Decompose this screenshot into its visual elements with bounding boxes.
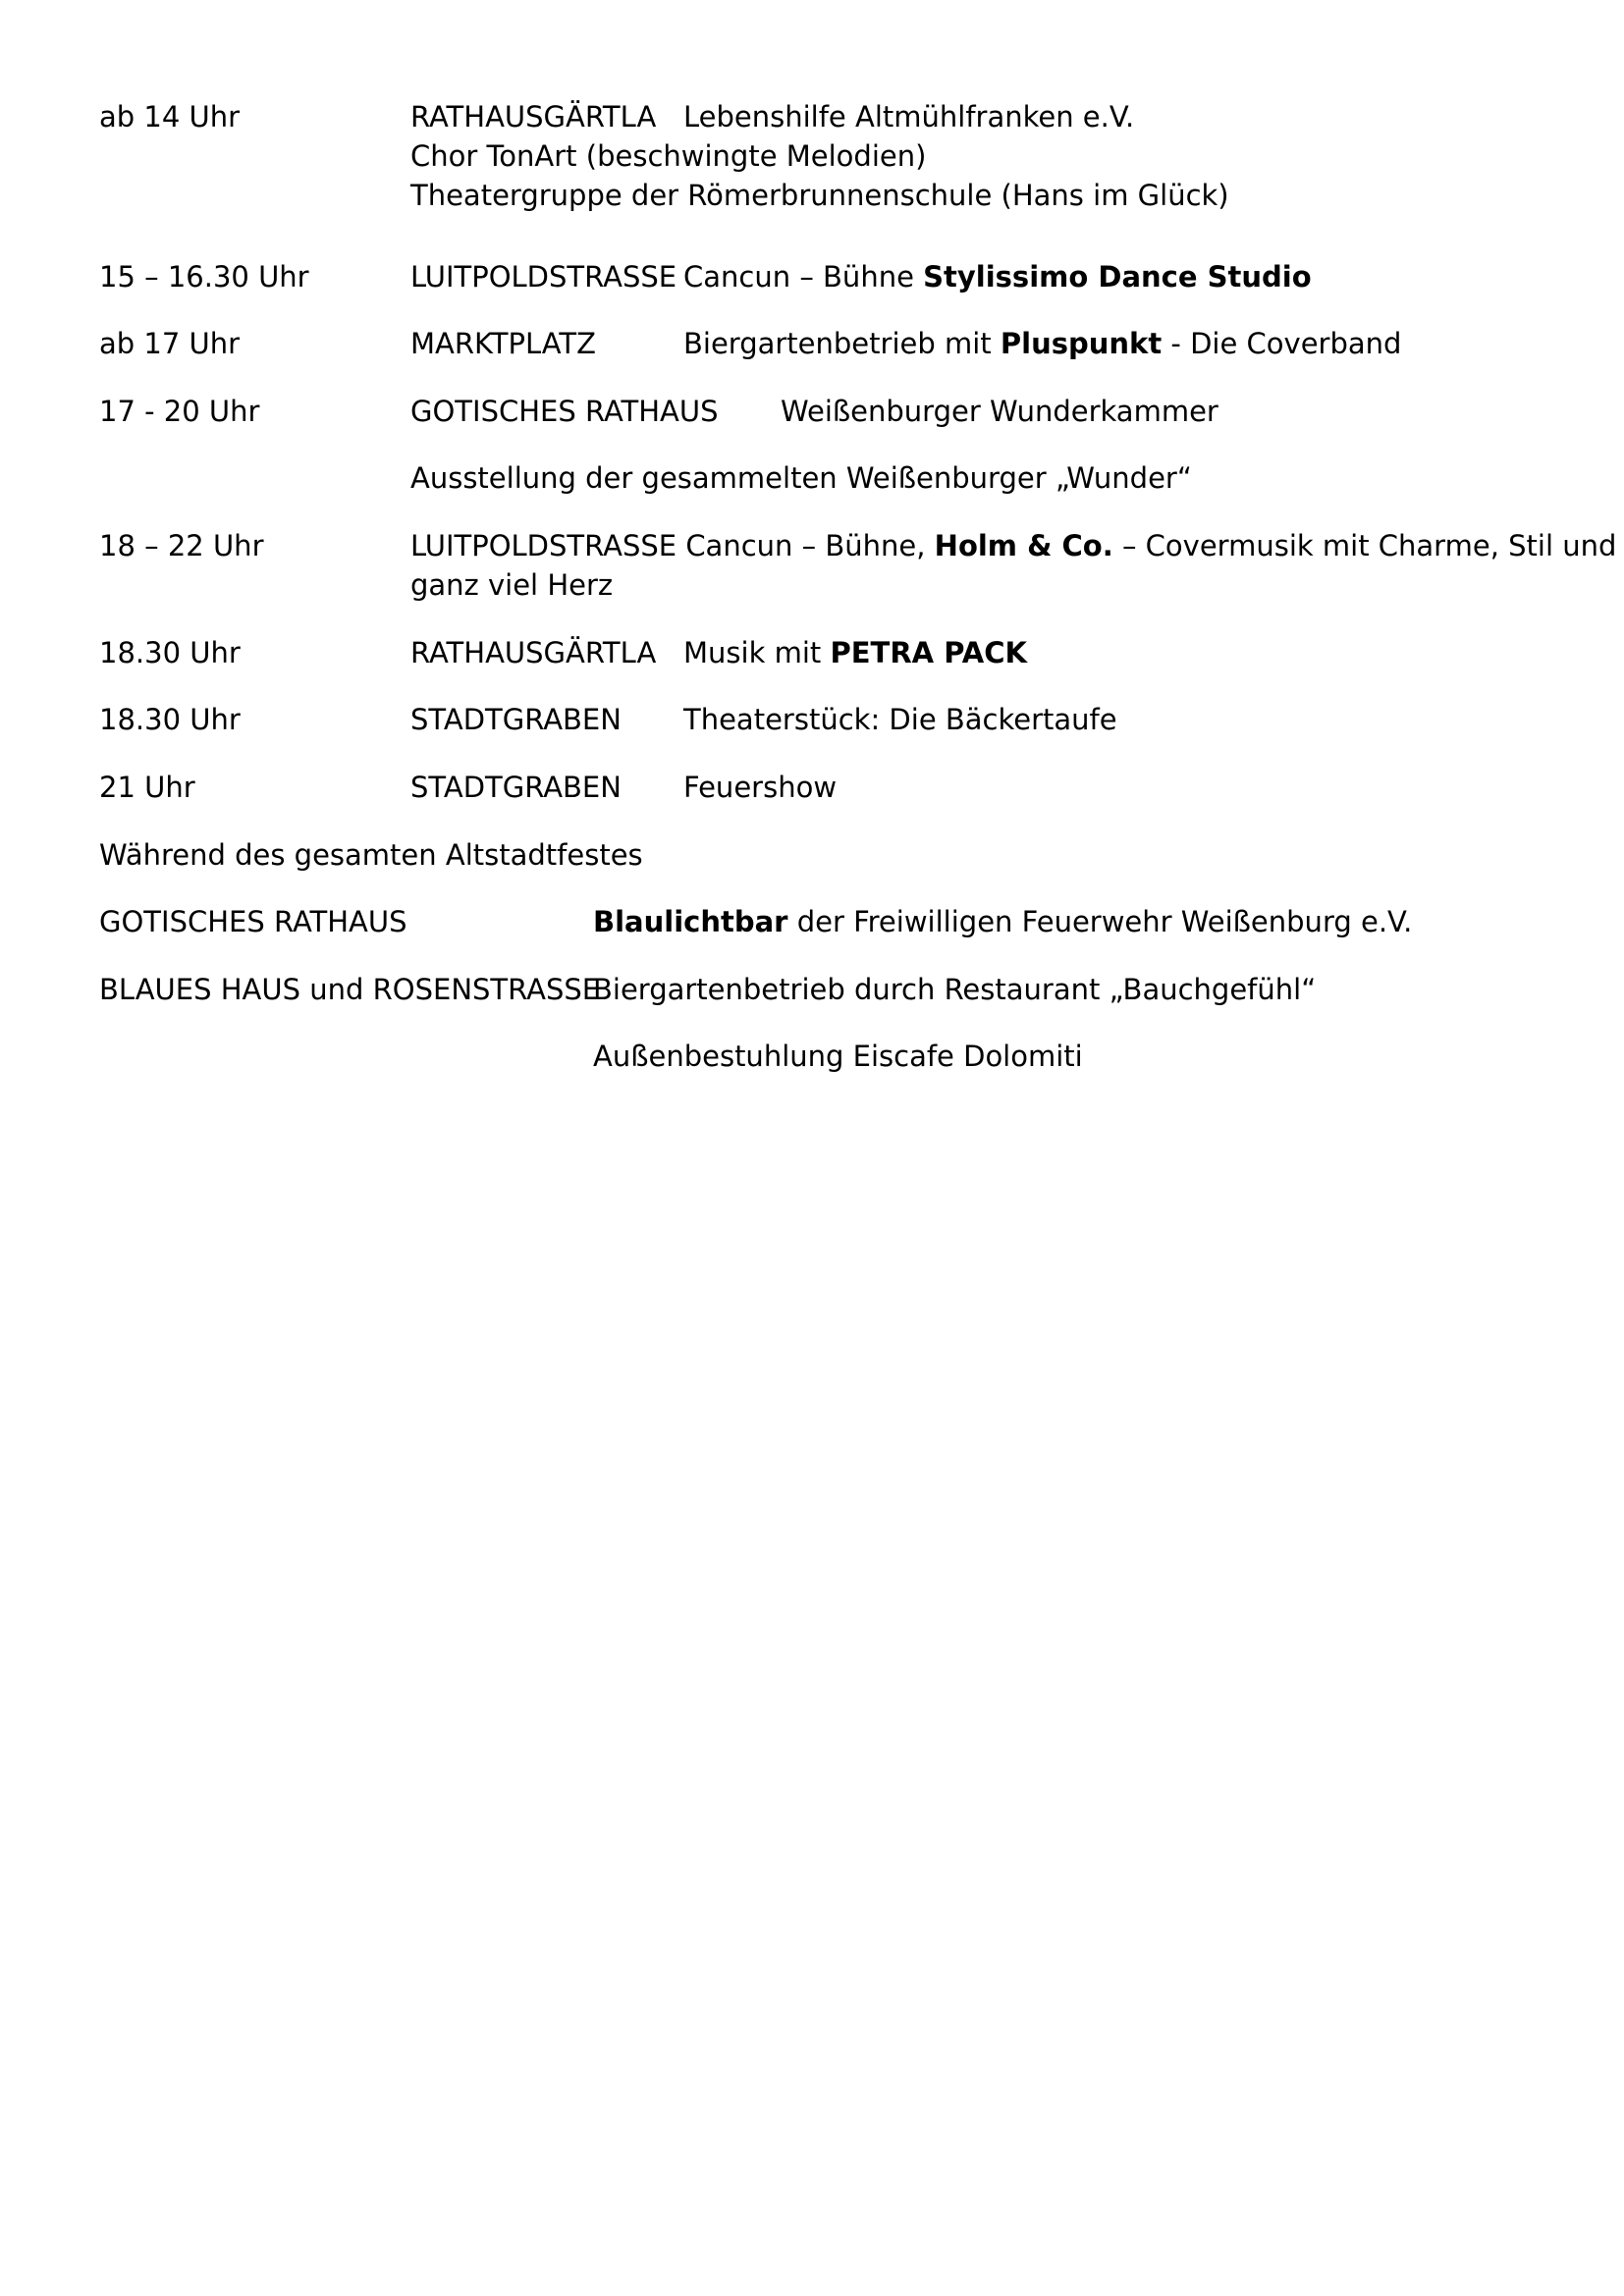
event-text: der Freiwilligen Feuerwehr Weißenburg e.V.: [796, 905, 1413, 938]
event-description: Lebenshilfe Altmühlfranken e.V.: [683, 100, 1135, 133]
event-description: [683, 257, 1312, 296]
time-label: 18 – 22 Uhr: [99, 529, 264, 562]
event-text: - Die Coverband: [1170, 327, 1402, 360]
section-heading: Während des gesamten Altstadtfestes: [99, 838, 643, 872]
location-label: RATHAUSGÄRTLA: [410, 636, 657, 669]
location-label: MARKTPLATZ: [410, 327, 596, 360]
performer-name: Blaulichtbar: [593, 905, 788, 938]
event-description: Weißenburger Wunderkammer: [781, 395, 1218, 428]
event-description: ganz viel Herz: [410, 568, 614, 602]
event-description: Theaterstück: Die Bäckertaufe: [683, 703, 1117, 736]
location-label: LUITPOLDSTRASSE: [410, 260, 677, 294]
location-label: RATHAUSGÄRTLA: [410, 100, 657, 133]
event-description: Theatergruppe der Römerbrunnenschule (Hans im Glück): [410, 179, 1229, 212]
event-description: [410, 526, 1616, 565]
location-label: STADTGRABEN: [410, 703, 622, 736]
time-label: ab 17 Uhr: [99, 327, 241, 360]
event-text: – Covermusik mit Charme, Stil und: [1121, 529, 1617, 562]
event-description: [683, 324, 1401, 363]
event-description: Feuershow: [683, 771, 838, 804]
event-text: Cancun – Bühne: [683, 260, 914, 294]
time-label: 18.30 Uhr: [99, 703, 241, 736]
event-description: Chor TonArt (beschwingte Melodien): [410, 139, 927, 173]
event-text: Musik mit: [683, 636, 822, 669]
event-text: Biergartenbetrieb mit: [683, 327, 992, 360]
location-label: GOTISCHES RATHAUS: [410, 395, 719, 428]
event-description: [593, 902, 1412, 941]
location-label: GOTISCHES RATHAUS: [99, 905, 407, 938]
event-description: [683, 633, 1027, 672]
performer-name: Stylissimo Dance Studio: [923, 260, 1312, 294]
time-label: 17 - 20 Uhr: [99, 395, 260, 428]
event-description: Außenbestuhlung Eiscafe Dolomiti: [593, 1040, 1083, 1073]
event-text: Cancun – Bühne,: [685, 529, 926, 562]
time-label: 18.30 Uhr: [99, 636, 241, 669]
time-label: ab 14 Uhr: [99, 100, 241, 133]
event-description: Biergartenbetrieb durch Restaurant „Bauchgefühl“: [593, 973, 1317, 1006]
event-description: Ausstellung der gesammelten Weißenburger „Wunder“: [410, 461, 1192, 495]
time-label: 15 – 16.30 Uhr: [99, 260, 309, 294]
location-label: LUITPOLDSTRASSE: [410, 529, 677, 562]
performer-name: Holm & Co.: [934, 529, 1113, 562]
performer-name: PETRA PACK: [830, 636, 1027, 669]
location-label: STADTGRABEN: [410, 771, 622, 804]
time-label: 21 Uhr: [99, 771, 195, 804]
location-label: BLAUES HAUS und ROSENSTRASSE: [99, 973, 601, 1006]
performer-name: Pluspunkt: [1000, 327, 1163, 360]
